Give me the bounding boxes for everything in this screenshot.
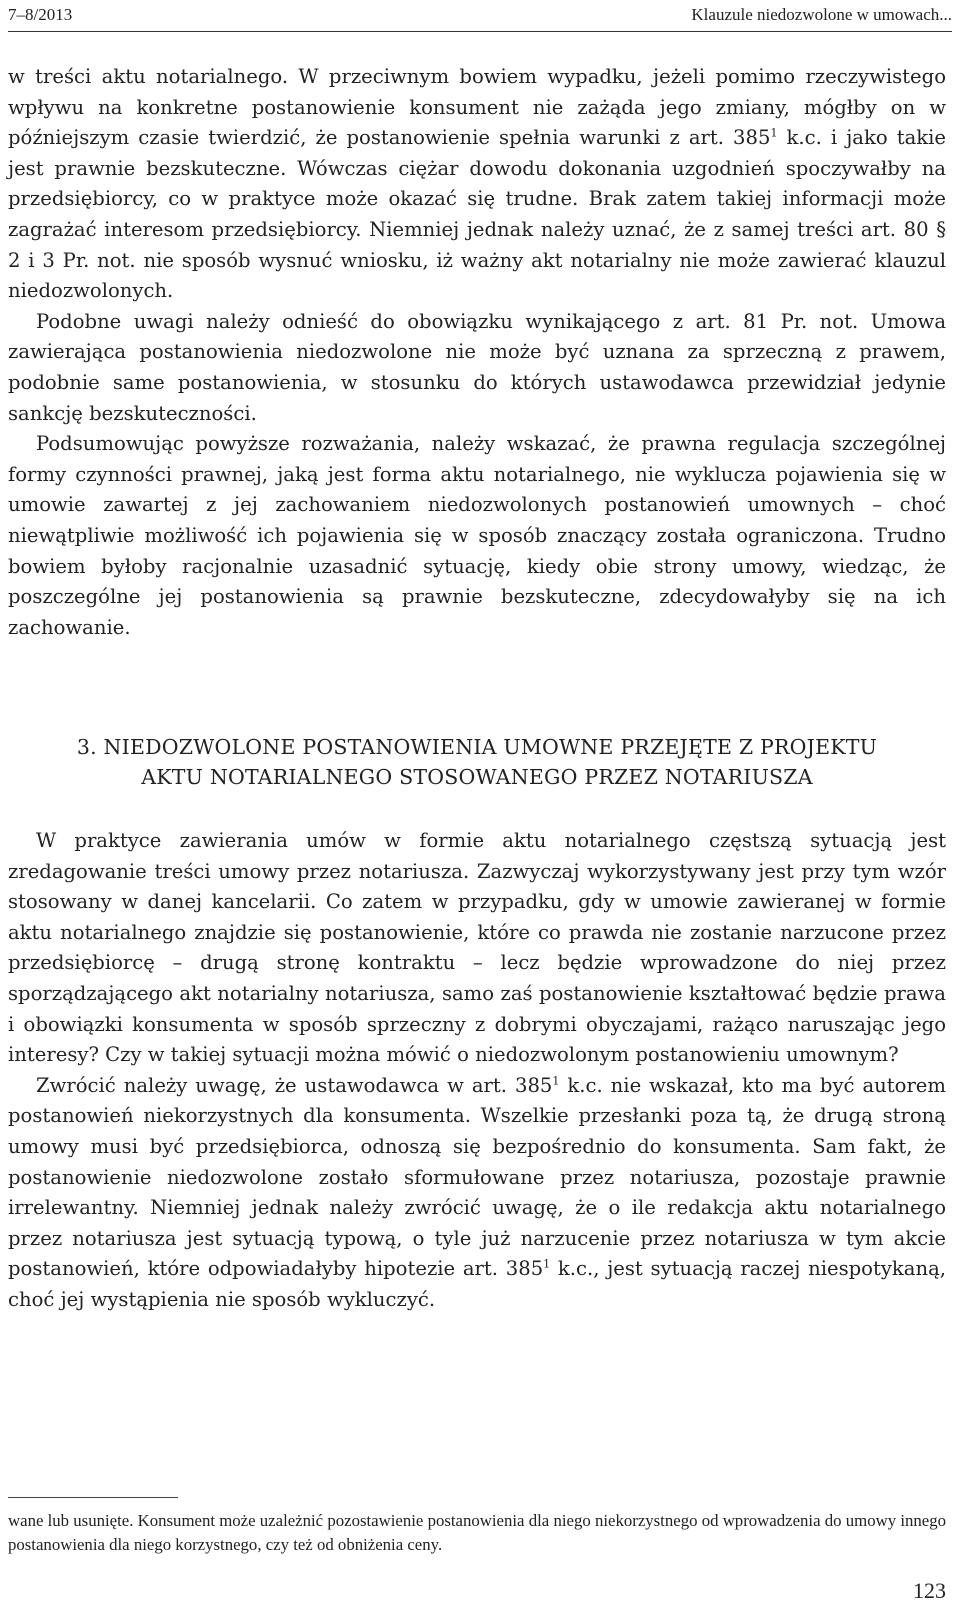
paragraph-1-text-a: w treści aktu notarialnego. W przeciwnym bowiem wypadku, jeżeli pomimo rzeczywistego wpływu na konkretne postanowienie konsument nie zażąda jego zmiany, mógłby on w późniejszym czasie twierdzić, że postanowienie spełnia warunki z art. 385	[8, 65, 946, 150]
footnote-text: wane lub usunięte. Konsument może uzależnić pozostawienie postanowienia dla niego niekorzystnego od wprowadzenia do umowy innego postanowienia dla niego korzystnego, czy też od obniżenia ceny.	[8, 1511, 946, 1554]
section-heading-line-1: 3. NIEDOZWOLONE POSTANOWIENIA UMOWNE PRZEJĘTE Z PROJEKTU	[76, 735, 878, 759]
section-paragraph-1: W praktyce zawierania umów w formie aktu notarialnego częstszą sytuacją jest zredagowanie treści umowy przez notariusza. Zazwyczaj wykorzystywany jest przy tym wzór stosowany w danej kancelarii. Co zatem w przypadku, gdy w umowie zawieranej w formie aktu notarialnego znajdzie się postanowienie, które co prawda nie zostanie narzucone przez przedsiębiorcę – drugą stronę kontraktu – lecz będzie wprowadzone do niej przez sporządzającego akt notarialny notariusza, samo zaś postanowienie kształtować będzie prawa i obowiązki konsumenta w sposób sprzeczny z dobrymi obyczajami, rażąco naruszając jego interesy? Czy w takiej sytuacji można mówić o niedozwolonym postanowieniu umownym?	[8, 829, 946, 1067]
section-paragraph-2-text-b: k.c. nie wskazał, kto ma być autorem postanowień niekorzystnych dla konsumenta. Wszelkie przesłanki poza tą, że drugą stroną umowy musi być przedsiębiorca, odnoszą się bezpośrednio do konsumenta. Sam fakt, że postanowienie niedozwolone zostało sformułowane przez notariusza, pozostaje prawnie irrelewantny. Niemniej jednak należy zwrócić uwagę, że o ile redakcja aktu notarialnego przez notariusza jest sytuacją typową, o tyle już narzucenie przez notariusza w tym akcie postanowień, które odpowiadałyby hipotezie art. 385	[8, 1073, 946, 1281]
article-title-running: Klauzule niedozwolone w umowach...	[691, 5, 952, 24]
running-header	[8, 3, 952, 32]
section-heading	[8, 732, 946, 792]
superscript-1: 1	[770, 126, 778, 140]
paragraph-3: Podsumowując powyższe rozważania, należy wskazać, że prawna regulacja szczególnej formy czynności prawnej, jaką jest forma aktu notarialnego, nie wyklucza pojawienia się w umowie zawartej z jej zachowaniem niedozwolonych postanowień umownych – choć niewątpliwie możliwość ich pojawienia się w sposób znaczący została ograniczona. Trudno bowiem byłoby racjonalnie uzasadnić sytuację, kiedy obie strony umowy, wiedząc, że poszczególne jej postanowienia są prawnie bezskuteczne, zdecydowałyby się na ich zachowanie.	[8, 432, 946, 639]
footnote-divider	[8, 1497, 178, 1498]
paragraph-2: Podobne uwagi należy odnieść do obowiązku wynikającego z art. 81 Pr. not. Umowa zawierająca postanowienia niedozwolone nie może być uznana za sprzeczną z prawem, podobnie same postanowienia, w stosunku do których ustawodawca przewidział jedynie sankcję bezskuteczności.	[8, 309, 946, 425]
page-number: 123	[913, 1578, 946, 1603]
paragraph-1	[8, 62, 946, 307]
section-paragraph-2-text-c: k.c., jest sytuacją raczej niespotykaną, choć jej wystąpienia nie sposób wykluczyć.	[8, 1257, 946, 1311]
paragraph-1-text-b: k.c. i jako takie jest prawnie bezskuteczne. Wówczas ciężar dowodu dokonania uzgodnień spoczywałby na przedsiębiorcy, co w praktyce może okazać się trudne. Brak zatem takiej informacji może zagrażać interesom przedsiębiorcy. Niemniej jednak należy uznać, że z samej treści art. 80 § 2 i 3 Pr. not. nie sposób wysnuć wniosku, iż ważny akt notarialny nie może zawierać klauzul niedozwolonych.	[8, 126, 946, 303]
issue-number: 7–8/2013	[8, 5, 73, 24]
main-body-text	[8, 62, 946, 643]
superscript-3: 1	[543, 1257, 551, 1271]
superscript-2: 1	[552, 1074, 560, 1088]
section-body-text	[8, 826, 946, 1316]
section-paragraph-2	[8, 1071, 946, 1316]
section-paragraph-2-text-a: Zwrócić należy uwagę, że ustawodawca w art. 385	[36, 1073, 553, 1097]
section-heading-line-2: AKTU NOTARIALNEGO STOSOWANEGO PRZEZ NOTARIUSZA	[141, 765, 813, 789]
